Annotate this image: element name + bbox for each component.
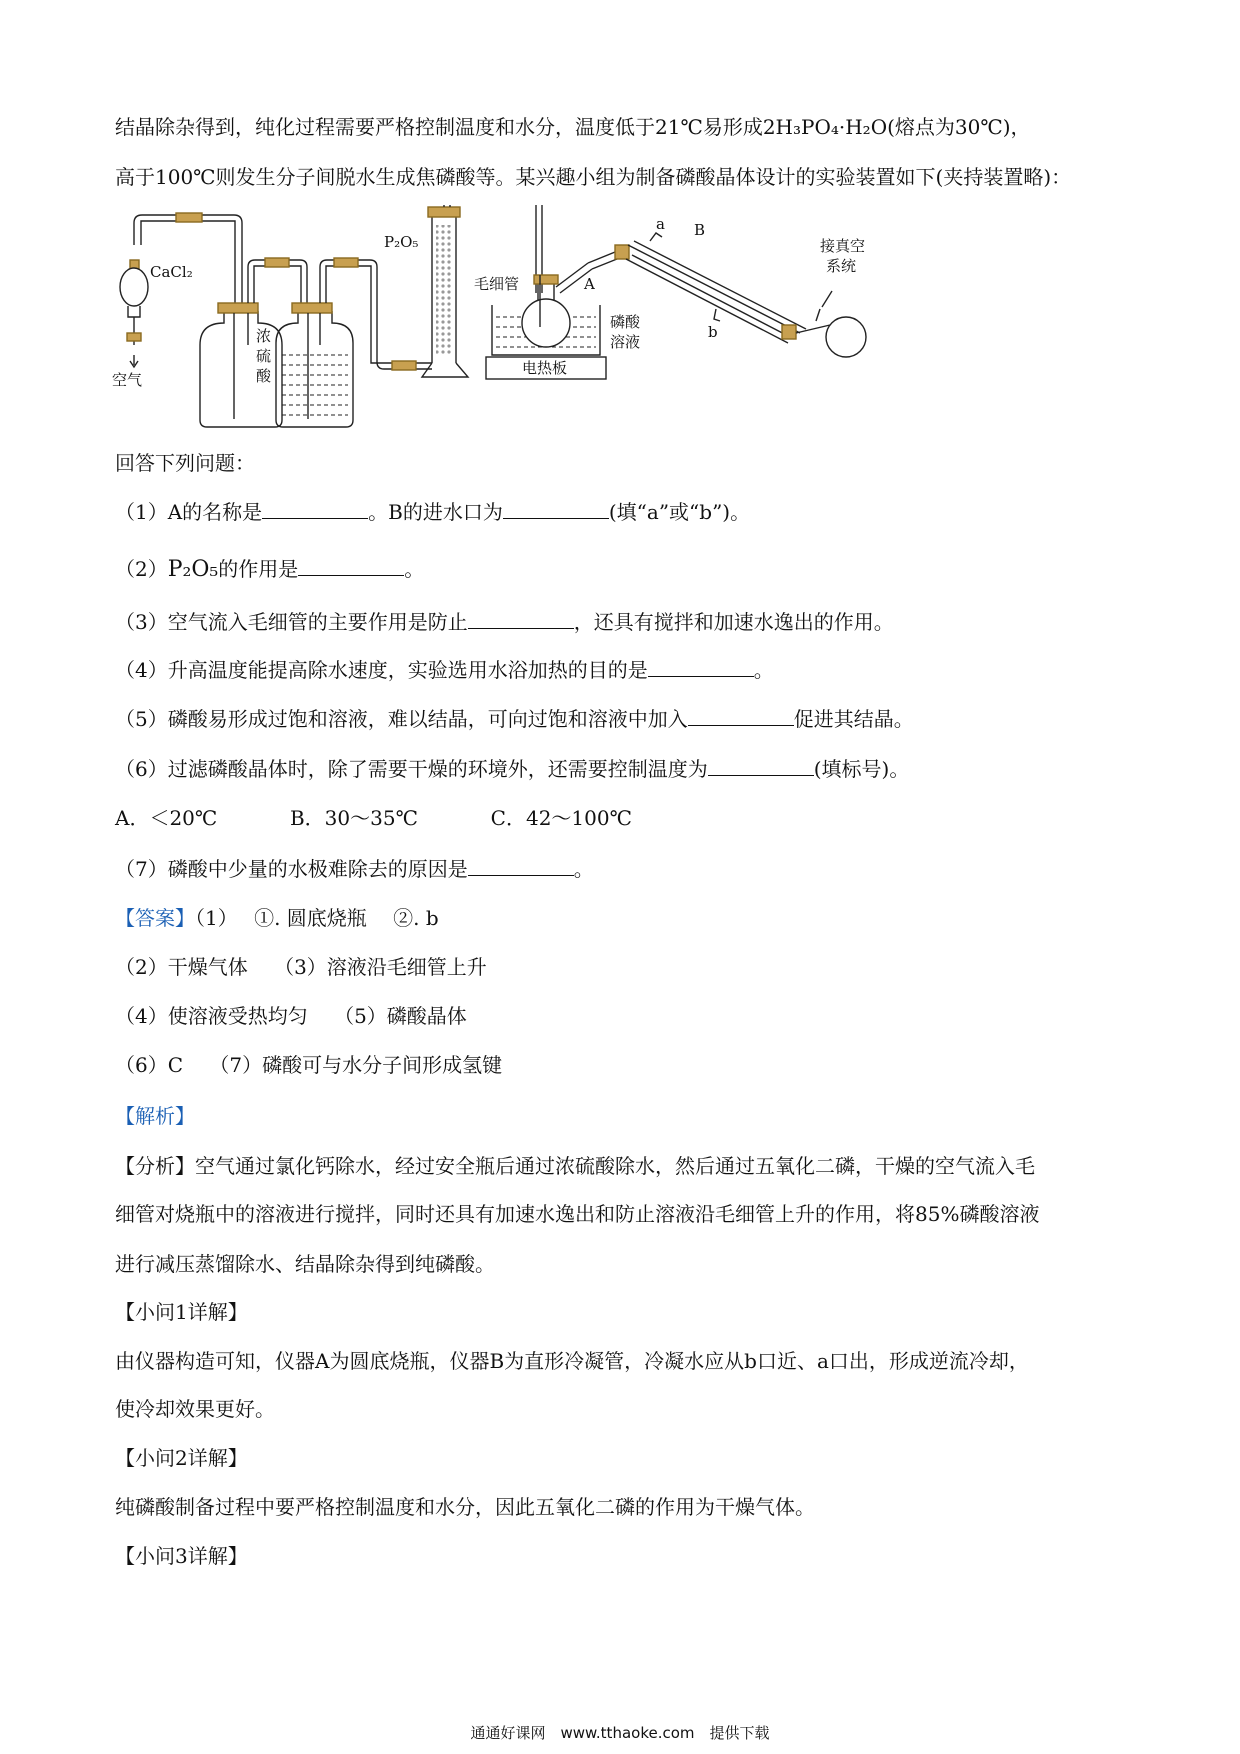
- subquestion-1-detail-b: 使冷却效果更好。: [115, 1397, 275, 1421]
- vacuum-label-1: 接真空: [820, 237, 866, 255]
- cacl2-label: CaCl₂: [150, 263, 193, 281]
- option-a: A．＜20℃: [115, 806, 218, 830]
- subquestion-1-heading: 【小问1详解】: [115, 1300, 248, 1324]
- option-b: B．30～35℃: [289, 806, 418, 830]
- heater-label: 电热板: [522, 359, 568, 377]
- flask-a-label: A: [584, 275, 595, 293]
- blank-1a: [262, 496, 368, 519]
- blank-2: [298, 553, 404, 576]
- question-5: （5）磷酸易形成过饱和溶液，难以结晶，可向过饱和溶液中加入 促进其结晶。: [115, 703, 914, 734]
- h2so4-label-2: 硫: [256, 347, 272, 365]
- analysis-fenxi-3: 进行减压蒸馏除水、结晶除杂得到纯磷酸。: [115, 1252, 495, 1276]
- p2o5-formula: P₂O₅: [167, 557, 219, 582]
- apparatus-diagram: [110, 205, 960, 440]
- air-label: 空气: [112, 371, 143, 389]
- h2so4-label-3: 酸: [256, 367, 272, 385]
- condenser-b-label: B: [694, 221, 706, 239]
- question-4: （4）升高温度能提高除水速度，实验选用水浴加热的目的是 。: [115, 654, 774, 685]
- question-6: （6）过滤磷酸晶体时，除了需要干燥的环境外，还需要控制温度为 (填标号)。: [115, 753, 909, 784]
- port-a-label: a: [656, 215, 665, 233]
- capillary-label: 毛细管: [474, 275, 520, 293]
- question-2: （2）P₂O₅的作用是 。: [115, 553, 424, 585]
- blank-4: [648, 654, 754, 677]
- question-3: （3）空气流入毛细管的主要作用是防止 ，还具有搅拌和加速水逸出的作用。: [115, 606, 894, 637]
- options-line: [115, 803, 632, 833]
- answer-line-2: （2）干燥气体 （3）溶液沿毛细管上升: [115, 955, 487, 979]
- blank-1b: [503, 496, 609, 519]
- blank-5: [688, 703, 794, 726]
- subquestion-3-heading: 【小问3详解】: [115, 1544, 248, 1568]
- answer-line-3: （4）使溶液受热均匀 （5）磷酸晶体: [115, 1004, 467, 1028]
- h2so4-label-1: 浓: [256, 327, 272, 345]
- analysis-tag: 【解析】: [115, 1104, 195, 1128]
- subquestion-1-detail-a: 由仪器构造可知，仪器A为圆底烧瓶，仪器B为直形冷凝管，冷凝水应从b口近、a口出，形成逆流冷却，: [115, 1349, 1029, 1373]
- analysis-fenxi-2: 细管对烧瓶中的溶液进行搅拌，同时还具有加速水逸出和防止溶液沿毛细管上升的作用，将85%磷酸溶液: [115, 1202, 1040, 1226]
- subquestion-2-heading: 【小问2详解】: [115, 1446, 248, 1470]
- answer-line-1: 【答案】（1） ①. 圆底烧瓶 ②. b: [115, 906, 439, 930]
- option-c: C．42～100℃: [490, 806, 632, 830]
- blank-7: [468, 853, 574, 876]
- p2o5-label: P₂O₅: [384, 233, 419, 251]
- analysis-fenxi-1: 【分析】空气通过氯化钙除水，经过安全瓶后通过浓硫酸除水，然后通过五氧化二磷，干燥的空气流入毛: [115, 1154, 1035, 1178]
- answer-line-4: （6）C （7）磷酸可与水分子间形成氢键: [115, 1053, 503, 1077]
- intro-line-1: 结晶除杂得到，纯化过程需要严格控制温度和水分，温度低于21℃易形成2H₃PO₄·H₂O(熔点为30℃)，: [115, 115, 1031, 139]
- answer-tag: 【答案】: [115, 906, 195, 930]
- phosphoric-label-2: 溶液: [610, 333, 641, 351]
- phosphoric-label-1: 磷酸: [610, 313, 641, 331]
- footer-credit: 通通好课网 www.tthaoke.com 提供下载: [470, 1724, 770, 1742]
- subquestion-2-detail: 纯磷酸制备过程中要严格控制温度和水分，因此五氧化二磷的作用为干燥气体。: [115, 1495, 815, 1519]
- questions-prompt: 回答下列问题：: [115, 451, 255, 475]
- question-7: （7）磷酸中少量的水极难除去的原因是 。: [115, 853, 594, 884]
- blank-3: [468, 606, 574, 629]
- vacuum-label-2: 系统: [826, 257, 857, 275]
- intro-line-2: 高于100℃则发生分子间脱水生成焦磷酸等。某兴趣小组为制备磷酸晶体设计的实验装置如下(夹持装置略)：: [115, 165, 1072, 189]
- port-b-label: b: [708, 323, 718, 341]
- blank-6: [708, 753, 814, 776]
- question-1: （1）A的名称是 。B的进水口为 (填“a”或“b”)。: [115, 496, 750, 527]
